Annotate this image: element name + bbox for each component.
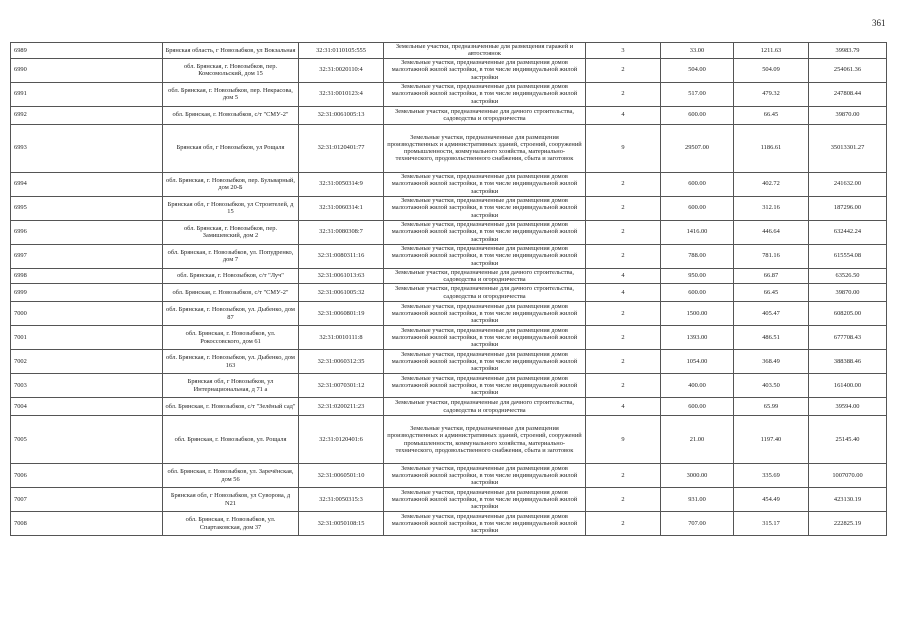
rate-cell: 66.45 — [734, 106, 809, 124]
table-row — [11, 220, 887, 244]
cadastral-value-cell: 388388.46 — [809, 350, 887, 374]
rate-cell: 1197.40 — [734, 416, 809, 464]
row-number: 6993 — [11, 124, 163, 172]
cadastral-value-cell: 161400.00 — [809, 374, 887, 398]
land-purpose-cell: Земельные участки, предназначенные для размещения домов малоэтажной жилой застройки, в том числе индивидуальной жилой застройки — [384, 512, 586, 536]
cadastral-value-cell: 241632.00 — [809, 172, 887, 196]
area-cell: 950.00 — [661, 268, 734, 284]
address-cell: обл. Брянская, г. Новозыбков, пер. Некрасова, дом 5 — [163, 82, 299, 106]
cadastral-number-cell: 32:31:0060314:1 — [299, 196, 384, 220]
address-cell: обл. Брянская, г. Новозыбков, с/т "СМУ-2" — [163, 284, 299, 302]
address-cell: Брянская обл, г Новозыбков, ул Рощаля — [163, 124, 299, 172]
cadastral-number-cell: 32:31:0110105:555 — [299, 43, 384, 59]
row-number: 6991 — [11, 82, 163, 106]
row-number: 6995 — [11, 196, 163, 220]
table-row — [11, 326, 887, 350]
table-row — [11, 124, 887, 172]
land-purpose-cell: Земельные участки, предназначенные для размещения производственных и административных зданий, строений, сооружений промышленности, коммунального хозяйства, материально-технического, продовольственного снабжения, сбыта и заготовок — [384, 124, 586, 172]
land-purpose-cell: Земельные участки, предназначенные для размещения домов малоэтажной жилой застройки, в том числе индивидуальной жилой застройки — [384, 220, 586, 244]
area-cell: 600.00 — [661, 196, 734, 220]
group-code-cell: 2 — [586, 302, 661, 326]
area-cell: 21.00 — [661, 416, 734, 464]
area-cell: 3000.00 — [661, 464, 734, 488]
rate-cell: 486.51 — [734, 326, 809, 350]
cadastral-number-cell: 32:31:0060801:19 — [299, 302, 384, 326]
cadastral-number-cell: 32:31:0070301:12 — [299, 374, 384, 398]
cadastral-number-cell: 32:31:0061013:63 — [299, 268, 384, 284]
group-code-cell: 2 — [586, 220, 661, 244]
row-number: 6989 — [11, 43, 163, 59]
rate-cell: 479.32 — [734, 82, 809, 106]
area-cell: 931.00 — [661, 488, 734, 512]
area-cell: 600.00 — [661, 172, 734, 196]
cadastral-number-cell: 32:31:0200211:23 — [299, 398, 384, 416]
land-purpose-cell: Земельные участки, предназначенные для дачного строительства, садоводства и огородничества — [384, 398, 586, 416]
address-cell: Брянская обл, г Новозыбков, ул Интернациональная, д 71 а — [163, 374, 299, 398]
address-cell: обл. Брянская, г. Новозыбков, с/т "СМУ-2" — [163, 106, 299, 124]
table-row — [11, 196, 887, 220]
cadastral-number-cell: 32:31:0060312:35 — [299, 350, 384, 374]
rate-cell: 368.49 — [734, 350, 809, 374]
row-number: 7000 — [11, 302, 163, 326]
land-purpose-cell: Земельные участки, предназначенные для размещения домов малоэтажной жилой застройки, в том числе индивидуальной жилой застройки — [384, 350, 586, 374]
rate-cell: 335.69 — [734, 464, 809, 488]
row-number: 7008 — [11, 512, 163, 536]
land-purpose-cell: Земельные участки, предназначенные для размещения домов малоэтажной жилой застройки, в том числе индивидуальной жилой застройки — [384, 196, 586, 220]
group-code-cell: 2 — [586, 58, 661, 82]
address-cell: обл. Брянская, г. Новозыбков, ул. Попудренко, дом 7 — [163, 244, 299, 268]
land-purpose-cell: Земельные участки, предназначенные для размещения домов малоэтажной жилой застройки, в том числе индивидуальной жилой застройки — [384, 172, 586, 196]
address-cell: обл. Брянская, г. Новозыбков, ул. Дыбенко, дом 163 — [163, 350, 299, 374]
cadastral-number-cell: 32:31:0010123:4 — [299, 82, 384, 106]
group-code-cell: 9 — [586, 124, 661, 172]
address-cell: обл. Брянская, г. Новозыбков, пер. Замишевский, дом 2 — [163, 220, 299, 244]
table-row — [11, 106, 887, 124]
row-number: 7006 — [11, 464, 163, 488]
land-purpose-cell: Земельные участки, предназначенные для размещения домов малоэтажной жилой застройки, в том числе индивидуальной жилой застройки — [384, 374, 586, 398]
cadastral-value-cell: 632442.24 — [809, 220, 887, 244]
cadastral-value-cell: 35013301.27 — [809, 124, 887, 172]
rate-cell: 312.16 — [734, 196, 809, 220]
table-row — [11, 398, 887, 416]
cadastral-value-cell: 39870.00 — [809, 284, 887, 302]
group-code-cell: 9 — [586, 416, 661, 464]
land-purpose-cell: Земельные участки, предназначенные для дачного строительства, садоводства и огородничества — [384, 106, 586, 124]
land-purpose-cell: Земельные участки, предназначенные для дачного строительства, садоводства и огородничества — [384, 284, 586, 302]
table-row — [11, 268, 887, 284]
rate-cell: 66.87 — [734, 268, 809, 284]
group-code-cell: 2 — [586, 82, 661, 106]
row-number: 7007 — [11, 488, 163, 512]
area-cell: 517.00 — [661, 82, 734, 106]
table-row — [11, 172, 887, 196]
land-purpose-cell: Земельные участки, предназначенные для размещения домов малоэтажной жилой застройки, в том числе индивидуальной жилой застройки — [384, 244, 586, 268]
cadastral-number-cell: 32:31:0120401:77 — [299, 124, 384, 172]
cadastral-number-cell: 32:31:0060501:10 — [299, 464, 384, 488]
cadastral-number-cell: 32:31:0050315:3 — [299, 488, 384, 512]
rate-cell: 1186.61 — [734, 124, 809, 172]
row-number: 6994 — [11, 172, 163, 196]
rate-cell: 65.99 — [734, 398, 809, 416]
group-code-cell: 2 — [586, 196, 661, 220]
rate-cell: 1211.63 — [734, 43, 809, 59]
row-number: 6997 — [11, 244, 163, 268]
address-cell: обл. Брянская, г. Новозыбков, ул. Заречёнская, дом 56 — [163, 464, 299, 488]
rate-cell: 403.50 — [734, 374, 809, 398]
cadastral-value-cell: 39983.79 — [809, 43, 887, 59]
area-cell: 600.00 — [661, 106, 734, 124]
cadastral-value-cell: 615554.08 — [809, 244, 887, 268]
group-code-cell: 2 — [586, 172, 661, 196]
area-cell: 1054.00 — [661, 350, 734, 374]
table-row — [11, 488, 887, 512]
area-cell: 1416.00 — [661, 220, 734, 244]
cadastral-number-cell: 32:31:0061005:13 — [299, 106, 384, 124]
area-cell: 33.00 — [661, 43, 734, 59]
rate-cell: 315.17 — [734, 512, 809, 536]
land-purpose-cell: Земельные участки, предназначенные для размещения домов малоэтажной жилой застройки, в том числе индивидуальной жилой застройки — [384, 326, 586, 350]
address-cell: обл. Брянская, г. Новозыбков, ул. Рощаля — [163, 416, 299, 464]
group-code-cell: 2 — [586, 464, 661, 488]
area-cell: 400.00 — [661, 374, 734, 398]
rate-cell: 781.16 — [734, 244, 809, 268]
group-code-cell: 2 — [586, 350, 661, 374]
area-cell: 788.00 — [661, 244, 734, 268]
row-number: 6990 — [11, 58, 163, 82]
table-row — [11, 43, 887, 59]
cadastral-number-cell: 32:31:0010111:8 — [299, 326, 384, 350]
address-cell: обл. Брянская, г. Новозыбков, пер. Бульварный, дом 20-Б — [163, 172, 299, 196]
row-number: 7001 — [11, 326, 163, 350]
cadastral-value-cell: 39870.00 — [809, 106, 887, 124]
address-cell: обл. Брянская, г. Новозыбков, ул. Рокоссовского, дом 61 — [163, 326, 299, 350]
group-code-cell: 2 — [586, 512, 661, 536]
land-purpose-cell: Земельные участки, предназначенные для размещения домов малоэтажной жилой застройки, в том числе индивидуальной жилой застройки — [384, 464, 586, 488]
row-number: 7005 — [11, 416, 163, 464]
rate-cell: 454.49 — [734, 488, 809, 512]
cadastral-value-cell: 677708.43 — [809, 326, 887, 350]
cadastral-value-cell: 423130.19 — [809, 488, 887, 512]
table-body — [11, 43, 887, 536]
cadastral-value-cell: 254061.36 — [809, 58, 887, 82]
area-cell: 707.00 — [661, 512, 734, 536]
address-cell: Брянская область, г Новозыбков, ул Вокзальная — [163, 43, 299, 59]
row-number: 6996 — [11, 220, 163, 244]
land-purpose-cell: Земельные участки, предназначенные для размещения производственных и административных зданий, строений, сооружений промышленности, коммунального хозяйства, материально-технического, продовольственного снабжения, сбыта и заготовок — [384, 416, 586, 464]
table-row — [11, 58, 887, 82]
address-cell: обл. Брянская, г. Новозыбков, с/т "Луч" — [163, 268, 299, 284]
area-cell: 600.00 — [661, 284, 734, 302]
cadastral-value-cell: 187296.00 — [809, 196, 887, 220]
address-cell: Брянская обл, г Новозыбков, ул Строителей, д 15 — [163, 196, 299, 220]
cadastral-number-cell: 32:31:0120401:6 — [299, 416, 384, 464]
cadastral-value-cell: 247808.44 — [809, 82, 887, 106]
address-cell: обл. Брянская, г. Новозыбков, пер. Комсомольский, дом 15 — [163, 58, 299, 82]
cadastral-value-cell: 222825.19 — [809, 512, 887, 536]
rate-cell: 402.72 — [734, 172, 809, 196]
address-cell: Брянская обл, г Новозыбков, ул Суворова, д N21 — [163, 488, 299, 512]
table-row — [11, 302, 887, 326]
address-cell: обл. Брянская, г. Новозыбков, с/т "Зелёный сад" — [163, 398, 299, 416]
table-row — [11, 512, 887, 536]
row-number: 7003 — [11, 374, 163, 398]
address-cell: обл. Брянская, г. Новозыбков, ул. Дыбенко, дом 87 — [163, 302, 299, 326]
group-code-cell: 4 — [586, 106, 661, 124]
land-purpose-cell: Земельные участки, предназначенные для размещения домов малоэтажной жилой застройки, в том числе индивидуальной жилой застройки — [384, 302, 586, 326]
group-code-cell: 2 — [586, 244, 661, 268]
table-row — [11, 82, 887, 106]
row-number: 6999 — [11, 284, 163, 302]
area-cell: 1500.00 — [661, 302, 734, 326]
land-purpose-cell: Земельные участки, предназначенные для размещения гаражей и автостоянок — [384, 43, 586, 59]
group-code-cell: 2 — [586, 374, 661, 398]
group-code-cell: 2 — [586, 488, 661, 512]
table-row — [11, 464, 887, 488]
group-code-cell: 2 — [586, 326, 661, 350]
row-number: 6998 — [11, 268, 163, 284]
row-number: 6992 — [11, 106, 163, 124]
table-row — [11, 416, 887, 464]
rate-cell: 504.09 — [734, 58, 809, 82]
area-cell: 29507.00 — [661, 124, 734, 172]
rate-cell: 405.47 — [734, 302, 809, 326]
table-row — [11, 374, 887, 398]
cadastral-number-cell: 32:31:0020110:4 — [299, 58, 384, 82]
rate-cell: 446.64 — [734, 220, 809, 244]
table-row — [11, 284, 887, 302]
table-row — [11, 244, 887, 268]
cadastral-value-cell: 608205.00 — [809, 302, 887, 326]
rate-cell: 66.45 — [734, 284, 809, 302]
land-register-table — [10, 42, 887, 536]
group-code-cell: 4 — [586, 284, 661, 302]
address-cell: обл. Брянская, г. Новозыбков, ул. Спартаковская, дом 37 — [163, 512, 299, 536]
land-purpose-cell: Земельные участки, предназначенные для дачного строительства, садоводства и огородничества — [384, 268, 586, 284]
cadastral-number-cell: 32:31:0080311:16 — [299, 244, 384, 268]
cadastral-number-cell: 32:31:0080308:7 — [299, 220, 384, 244]
group-code-cell: 4 — [586, 268, 661, 284]
cadastral-value-cell: 39594.00 — [809, 398, 887, 416]
cadastral-value-cell: 25145.40 — [809, 416, 887, 464]
area-cell: 504.00 — [661, 58, 734, 82]
cadastral-value-cell: 1007070.00 — [809, 464, 887, 488]
cadastral-number-cell: 32:31:0050314:9 — [299, 172, 384, 196]
cadastral-value-cell: 63526.50 — [809, 268, 887, 284]
row-number: 7004 — [11, 398, 163, 416]
area-cell: 1393.00 — [661, 326, 734, 350]
land-purpose-cell: Земельные участки, предназначенные для размещения домов малоэтажной жилой застройки, в том числе индивидуальной жилой застройки — [384, 82, 586, 106]
cadastral-number-cell: 32:31:0061005:32 — [299, 284, 384, 302]
table-row — [11, 350, 887, 374]
row-number: 7002 — [11, 350, 163, 374]
land-purpose-cell: Земельные участки, предназначенные для размещения домов малоэтажной жилой застройки, в том числе индивидуальной жилой застройки — [384, 58, 586, 82]
land-purpose-cell: Земельные участки, предназначенные для размещения домов малоэтажной жилой застройки, в том числе индивидуальной жилой застройки — [384, 488, 586, 512]
cadastral-number-cell: 32:31:0050108:15 — [299, 512, 384, 536]
page-number: 361 — [872, 18, 886, 28]
area-cell: 600.00 — [661, 398, 734, 416]
group-code-cell: 3 — [586, 43, 661, 59]
group-code-cell: 4 — [586, 398, 661, 416]
